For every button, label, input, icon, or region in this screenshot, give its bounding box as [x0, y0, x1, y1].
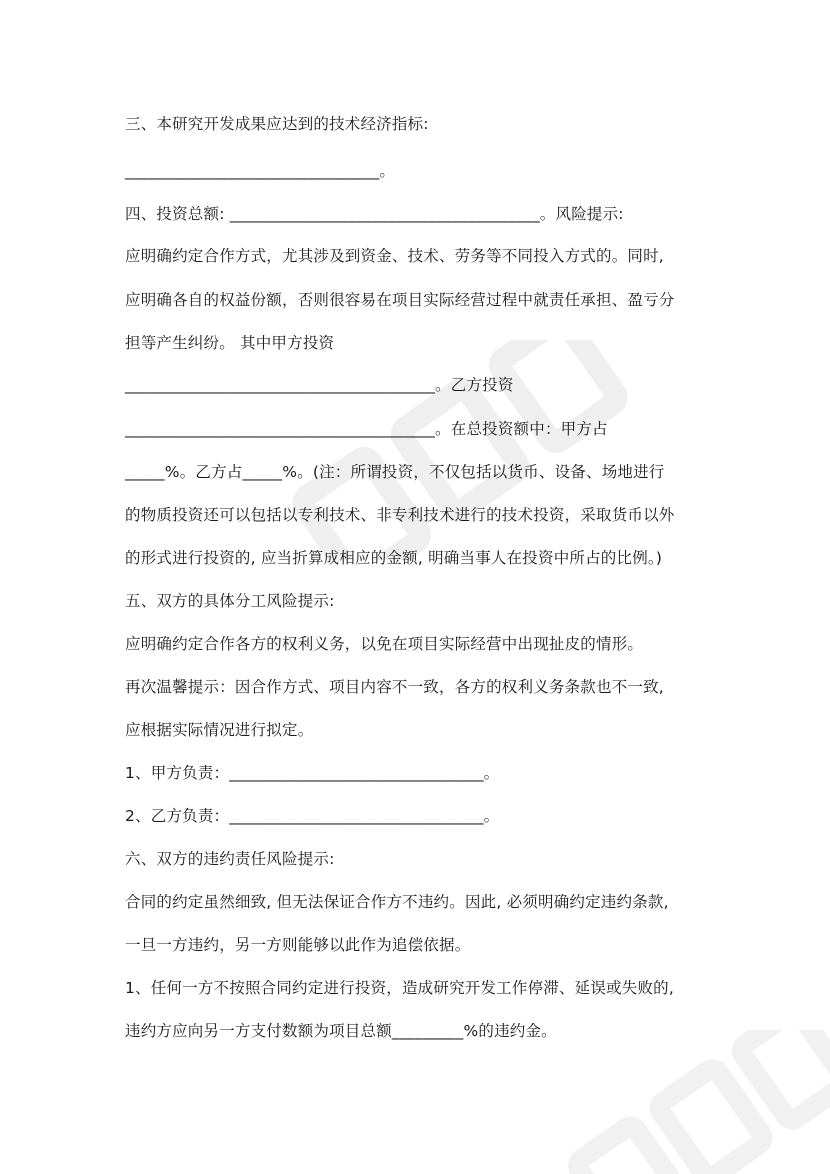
paragraph-line: 的物质投资还可以包括以专利技术、非专利技术进行的技术投资，采取货币以外	[125, 506, 675, 524]
section-five-heading: 五、双方的具体分工风险提示:	[125, 592, 335, 610]
section-six-heading: 六、双方的违约责任风险提示:	[125, 850, 335, 868]
list-item-party-b: 2、乙方负责：________________________________。	[125, 807, 500, 825]
list-item-breach-one: 1、任何一方不按照合同约定进行投资，造成研究开发工作停滞、延误或失败的,	[125, 979, 674, 997]
paragraph-line: 违约方应向另一方支付数额为项目总额_________%的违约金。	[125, 1022, 557, 1040]
paragraph-line: 一旦一方违约，另一方则能够以此作为追偿依据。	[125, 936, 471, 954]
paragraph-line: 担等产生纠纷。 其中甲方投资	[125, 334, 335, 352]
paragraph-line: _______________________________________。在总投资额中：甲方占	[125, 420, 608, 438]
watermark-logo-icon	[560, 1030, 830, 1174]
paragraph-line: _____%。乙方占_____%。(注：所谓投资，不仅包括以货币、设备、场地进行	[125, 463, 665, 481]
list-item-party-a: 1、甲方负责：________________________________。	[125, 764, 500, 782]
paragraph-line: 应明确约定合作方式，尤其涉及到资金、技术、劳务等不同投入方式的。同时,	[125, 247, 664, 265]
watermark-logo-icon	[280, 340, 640, 560]
paragraph-line: _______________________________________。乙方投资	[125, 376, 514, 394]
paragraph-line: 合同的约定虽然细致, 但无法保证合作方不违约。因此, 必须明确约定违约条款,	[125, 893, 669, 911]
blank-fill-line: ________________________________。	[125, 162, 396, 180]
section-three-heading: 三、本研究开发成果应达到的技术经济指标:	[125, 115, 429, 133]
paragraph-line: 的形式进行投资的, 应当折算成相应的金额, 明确当事人在投资中所占的比例。)	[125, 549, 663, 567]
paragraph-line: 再次温馨提示：因合作方式、项目内容不一致，各方的权利义务条款也不一致,	[125, 678, 664, 696]
paragraph-line: 应明确各自的权益份额，否则很容易在项目实际经营过程中就责任承担、盈亏分	[125, 291, 675, 309]
section-four-heading: 四、投资总额: _______________________________________。风险提示:	[125, 205, 624, 223]
paragraph-line: 应明确约定合作各方的权利义务，以免在项目实际经营中出现扯皮的情形。	[125, 635, 644, 653]
paragraph-line: 应根据实际情况进行拟定。	[125, 721, 314, 739]
